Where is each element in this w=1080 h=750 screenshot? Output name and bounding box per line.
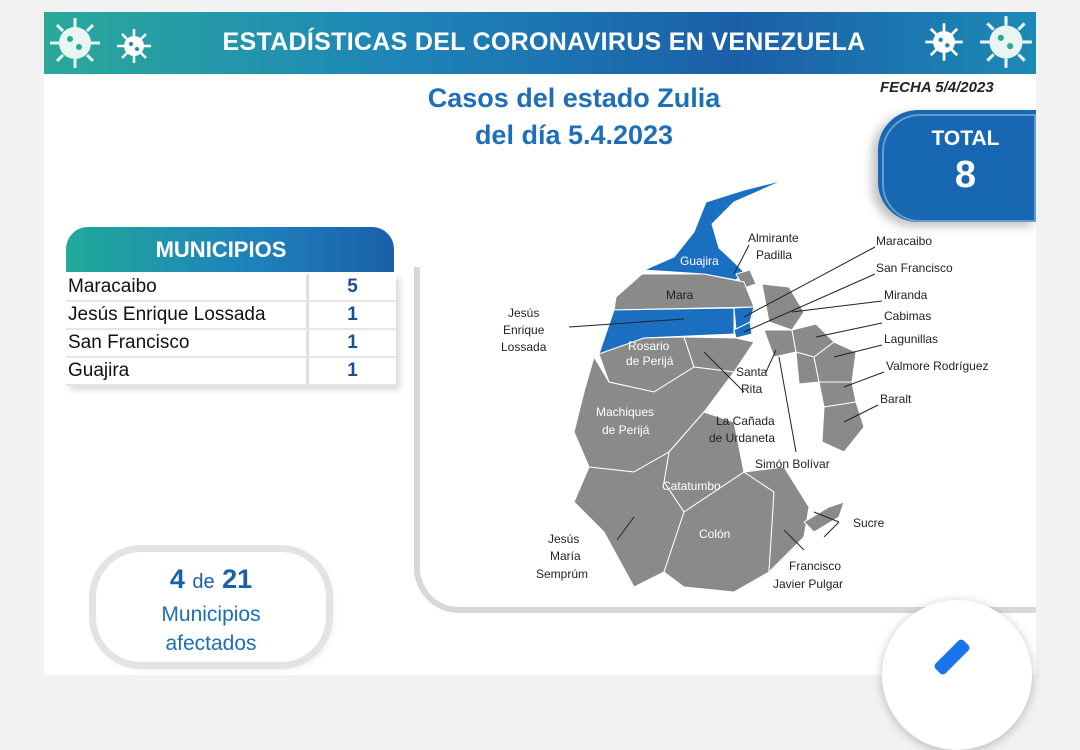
municipio-count: 1 (347, 332, 358, 353)
label-baralt: Baralt (880, 392, 912, 406)
affected-de: de (192, 571, 215, 593)
label-lagunillas: Lagunillas (884, 332, 939, 346)
total-value: 8 (954, 154, 977, 196)
label-cabimas: Cabimas (884, 309, 932, 323)
municipio-count: 1 (347, 360, 358, 381)
total-label: TOTAL (931, 127, 1000, 150)
label-jel-2: Enrique (503, 323, 545, 337)
total-municipios: 21 (222, 564, 253, 594)
affected-caption-1: Municipios (161, 603, 261, 626)
region-santa-rita (764, 330, 796, 357)
banner-title: ESTADÍSTICAS DEL CORONAVIRUS EN VENEZUELA (222, 28, 866, 56)
label-rosario-1: Rosario (628, 339, 670, 353)
title-line-1: Casos del estado Zulia (427, 83, 721, 113)
label-catatumbo: Catatumbo (662, 479, 721, 493)
label-santa-rita-1: Santa (736, 365, 768, 379)
region-sucre (804, 502, 844, 532)
label-machiques-2: de Perijá (602, 423, 650, 437)
label-sucre: Sucre (853, 516, 885, 530)
title-line-2: del día 5.4.2023 (474, 120, 674, 150)
municipio-count: 1 (347, 304, 358, 325)
label-mara: Mara (666, 288, 694, 302)
edit-button[interactable] (882, 600, 1032, 750)
label-colon: Colón (699, 527, 731, 541)
label-jel-1: Jesús (508, 306, 540, 320)
municipio-name: San Francisco (66, 330, 309, 356)
municipio-count: 5 (347, 276, 358, 297)
affected-count: 4 (169, 564, 185, 594)
label-jms-2: María (550, 549, 581, 563)
label-jel-3: Lossada (501, 340, 547, 354)
region-baralt (822, 402, 864, 452)
zulia-map (44, 12, 1036, 632)
label-santa-rita-2: Rita (741, 382, 763, 396)
pencil-icon (933, 638, 971, 676)
label-maracaibo: Maracaibo (876, 234, 933, 248)
municipio-name: Guajira (66, 358, 309, 384)
label-san-francisco: San Francisco (876, 261, 953, 275)
label-machiques-1: Machiques (596, 405, 655, 419)
date-label: FECHA 5/4/2023 (880, 79, 994, 96)
label-almirante-padilla-1: Almirante (748, 231, 799, 245)
label-simon-bolivar: Simón Bolívar (755, 457, 830, 471)
label-jms-3: Semprúm (536, 567, 589, 581)
label-almirante-padilla-2: Padilla (756, 248, 793, 262)
label-la-canada-1: La Cañada (716, 414, 775, 428)
municipios-header-label: MUNICIPIOS (155, 237, 287, 262)
affected-caption-2: afectados (165, 632, 257, 655)
municipio-name: Jesús Enrique Lossada (66, 302, 309, 328)
label-fjp-2: Javier Pulgar (773, 577, 844, 591)
label-rosario-2: de Perijá (626, 354, 674, 368)
label-guajira: Guajira (680, 254, 719, 268)
region-miranda (762, 284, 804, 330)
label-jms-1: Jesús (548, 532, 580, 546)
label-fjp-1: Francisco (789, 559, 842, 573)
label-la-canada-2: de Urdaneta (709, 431, 776, 445)
label-miranda: Miranda (884, 288, 928, 302)
label-valmore-rodriguez: Valmore Rodríguez (886, 359, 989, 373)
municipio-name: Maracaibo (66, 274, 309, 300)
infographic-card (44, 12, 1036, 675)
